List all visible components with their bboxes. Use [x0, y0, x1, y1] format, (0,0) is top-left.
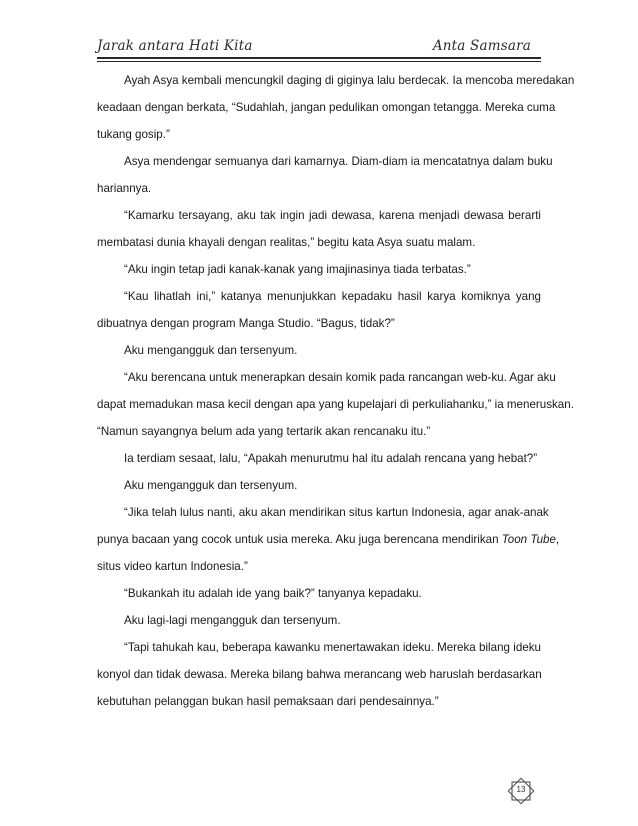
- text-line: “Tapi tahukah kau, beberapa kawanku menertawakan ideku. Mereka bilang ideku: [124, 641, 541, 654]
- text-line: [97, 526, 560, 553]
- text-line: kebutuhan pelanggan bukan hasil pemaksaan dari pendesainnya.”: [97, 695, 439, 708]
- text-line: “Bukankah itu adalah ide yang baik?” tanyanya kepadaku.: [124, 587, 422, 600]
- text-line: “Aku ingin tetap jadi kanak-kanak yang imajinasinya tiada terbatas.”: [124, 263, 471, 276]
- text-line: membatasi dunia khayali dengan realitas,” begitu kata Asya suatu malam.: [97, 236, 476, 249]
- page-number-badge: [506, 776, 536, 806]
- text-line: tukang gosip.”: [97, 128, 170, 141]
- text-line: “Namun sayangnya belum ada yang tertarik akan rencanaku itu.”: [97, 425, 431, 438]
- text-segment: ,: [555, 533, 560, 546]
- text-line: hariannya.: [97, 182, 152, 195]
- text-line: dapat memadukan masa kecil dengan apa yang kupelajari di perkuliahanku,” ia meneruskan.: [97, 398, 574, 411]
- header-rule-thin: [97, 61, 541, 62]
- text-line: keadaan dengan berkata, “Sudahlah, jangan pedulikan omongan tetangga. Mereka cuma: [97, 101, 556, 114]
- text-line: Aku mengangguk dan tersenyum.: [124, 344, 298, 357]
- book-title: Jarak antara Hati Kita: [97, 38, 253, 54]
- text-line: “Jika telah lulus nanti, aku akan mendirikan situs kartun Indonesia, agar anak-anak: [124, 506, 549, 519]
- header-rule-thick: [97, 57, 541, 59]
- text-line: Aku mengangguk dan tersenyum.: [124, 479, 298, 492]
- text-line: Ia terdiam sesaat, lalu, “Apakah menurutmu hal itu adalah rencana yang hebat?”: [124, 452, 538, 465]
- text-line: Ayah Asya kembali mencungkil daging di giginya lalu berdecak. Ia mencoba meredakan: [124, 74, 575, 87]
- text-line: situs video kartun Indonesia.”: [97, 560, 248, 573]
- text-line: Aku lagi-lagi mengangguk dan tersenyum.: [124, 614, 341, 627]
- text-segment: punya bacaan yang cocok untuk usia mereka. Aku juga berencana mendirikan: [97, 533, 502, 546]
- body-text: [97, 67, 575, 715]
- text-line: “Aku berencana untuk menerapkan desain komik pada rancangan web-ku. Agar aku: [124, 371, 556, 384]
- text-line: dibuatnya dengan program Manga Studio. “Bagus, tidak?”: [97, 317, 395, 330]
- author-name: Anta Samsara: [432, 38, 531, 54]
- text-line: “Kamarku tersayang, aku tak ingin jadi dewasa, karena menjadi dewasa berarti: [124, 209, 541, 222]
- page-number: 13: [516, 785, 526, 794]
- page-header: [97, 38, 541, 62]
- text-line: konyol dan tidak dewasa. Mereka bilang bahwa merancang web haruslah berdasarkan: [97, 668, 542, 681]
- text-line: “Kau lihatlah ini,” katanya menunjukkan kepadaku hasil karya komiknya yang: [124, 290, 541, 303]
- text-line: Asya mendengar semuanya dari kamarnya. Diam-diam ia mencatatnya dalam buku: [124, 155, 553, 168]
- italic-title: Toon Tube: [501, 533, 556, 546]
